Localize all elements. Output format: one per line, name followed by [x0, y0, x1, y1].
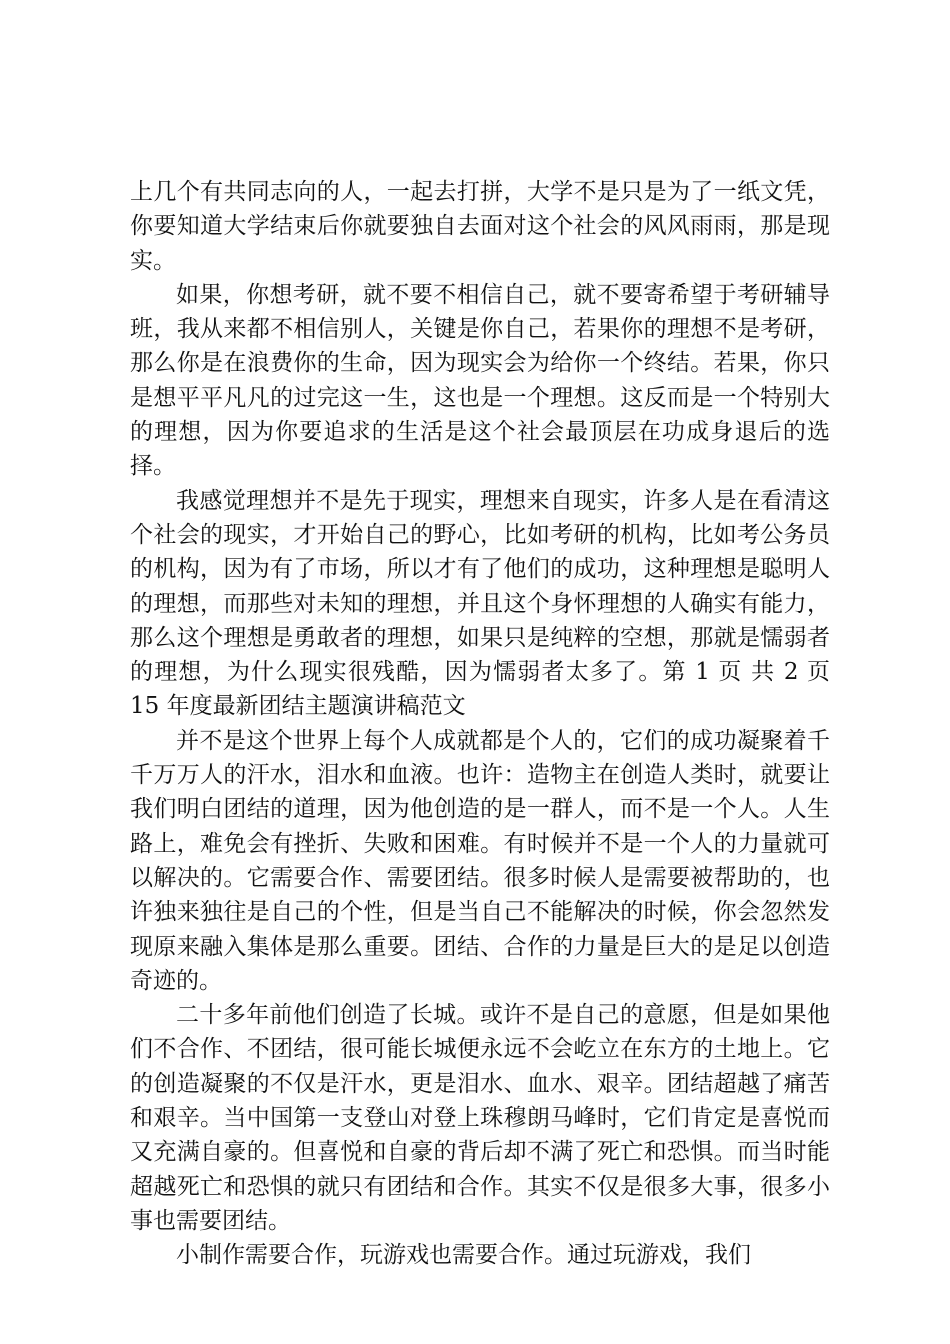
paragraph: 如果，你想考研，就不要不相信自己，就不要寄希望于考研辅导班，我从来都不相信别人，关键是你自己，若果你的理想不是考研，那么你是在浪费你的生命，因为现实会为给你一个终结。若果，你只是想平平凡凡的过完这一生，这也是一个理想。这反而是一个特别大的理想，因为你要追求的生活是这个社会最顶层在功成身退后的选择。 — [130, 281, 830, 480]
document-body — [130, 175, 830, 1273]
paragraph: 并不是这个世界上每个人成就都是个人的，它们的成功凝聚着千千万万人的汗水，泪水和血液。也许：造物主在创造人类时，就要让我们明白团结的道理，因为他创造的是一群人，而不是一个人。人生路上，难免会有挫折、失败和困难。有时候并不是一个人的力量就可以解决的。它需要合作、需要团结。很多时候人是需要被帮助的，也许独来独往是自己的个性，但是当自己不能解决的时候，你会忽然发现原来融入集体是那么重要。团结、合作的力量是巨大的是足以创造奇迹的。 — [130, 727, 830, 994]
paragraph: 小制作需要合作，玩游戏也需要合作。通过玩游戏，我们 — [176, 1242, 751, 1269]
paragraph: 我感觉理想并不是先于现实，理想来自现实，许多人是在看清这个社会的现实，才开始自己的野心，比如考研的机构，比如考公务员的机构，因为有了市场，所以才有了他们的成功，这种理想是聪明人的理想，而那些对未知的理想，并且这个身怀理想的人确实有能力，那么这个理想是勇敢者的理想，如果只是纯粹的空想，那就是懦弱者的理想，为什么现实很残酷，因为懦弱者太多了。第 1 页 共 2 页 15 年度最新团结主题演讲稿范文 — [130, 487, 830, 720]
paragraph: 上几个有共同志向的人，一起去打拼，大学不是只是为了一纸文凭，你要知道大学结束后你就要独自去面对这个社会的风风雨雨，那是现实。 — [130, 179, 830, 274]
paragraph: 二十多年前他们创造了长城。或许不是自己的意愿，但是如果他们不合作、不团结，很可能长城便永远不会屹立在东方的土地上。它的创造凝聚的不仅是汗水，更是泪水、血水、艰辛。团结超越了痛苦和艰辛。当中国第一支登山对登上珠穆朗马峰时，它们肯定是喜悦而又充满自豪的。但喜悦和自豪的背后却不满了死亡和恐惧。而当时能超越死亡和恐惧的就只有团结和合作。其实不仅是很多大事，很多小事也需要团结。 — [130, 1002, 830, 1234]
